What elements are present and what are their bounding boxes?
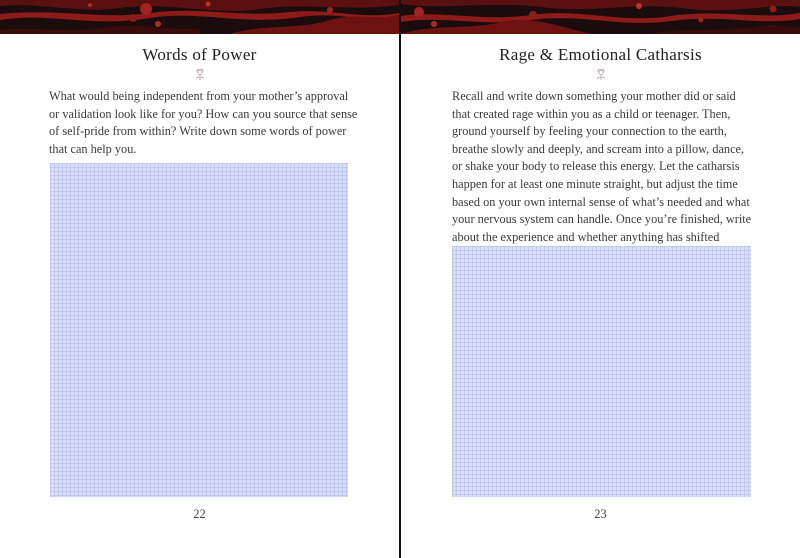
- flower-icon: [594, 67, 608, 81]
- writing-grid[interactable]: [452, 246, 751, 497]
- decorative-banner: [401, 0, 800, 34]
- page-number: 22: [193, 507, 206, 521]
- page-title: Rage & Emotional Catharsis: [499, 45, 702, 64]
- right-page: [401, 0, 800, 558]
- decorative-banner: [0, 0, 399, 34]
- page-title: Words of Power: [142, 45, 257, 64]
- flower-icon: [193, 67, 207, 81]
- journal-prompt: What would being independent from your mother’s approval or validation look like for you? How can you source that sense of self-pride from within? Write down some words of power that can help you.: [49, 89, 358, 156]
- writing-grid[interactable]: [50, 163, 348, 497]
- journal-prompt: Recall and write down something your mother did or said that created rage within you as a child or teenager. Then, ground yourself by feeling your connection to the earth, breathe slowly and deeply, and scream into a pillow, dance, or shake your body to release this energy. Let the catharsis happen for at least one minute straight, but adjust the time based on your own internal sense of what’s needed and what your nervous system can handle. Once you’re finished, write about the experience and whether anything has shifted: [452, 89, 752, 244]
- left-page: [0, 0, 399, 558]
- page-number: 23: [594, 507, 607, 521]
